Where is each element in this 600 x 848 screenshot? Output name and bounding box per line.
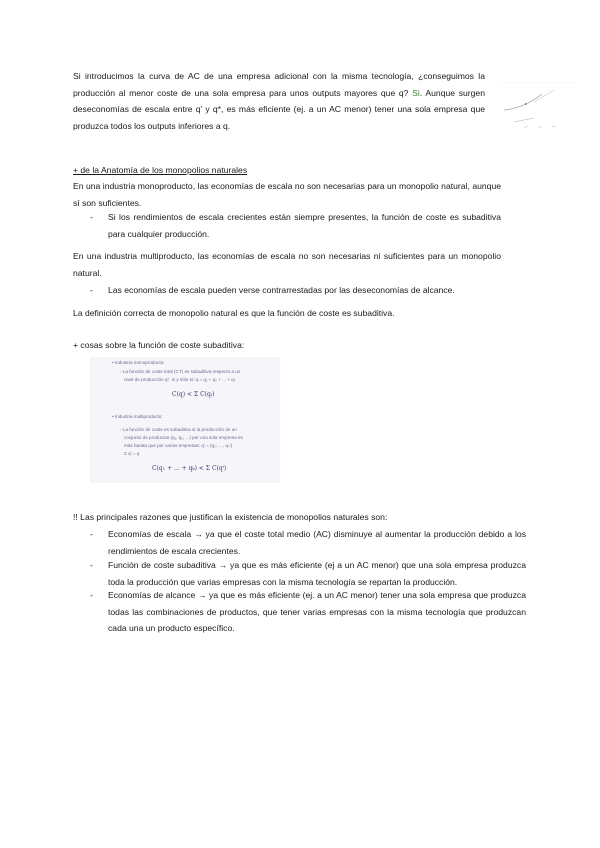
bullet-dash: - [90,285,93,295]
anatomy-bullet-2: Las economías de escala pueden verse contrarrestadas por las deseconomías de alcance. [108,285,455,295]
anatomy-bullet-1: Si los rendimientos de escala crecientes están siempre presentes, la función de coste es subaditiva para cualquier producción. [108,212,501,239]
figure-line: ◦ La función de coste es subaditiva si la producción de un [120,427,237,432]
intro-answer: Si [412,87,420,98]
figure-formula: C(q) < Σ C(qᵢ) [172,391,215,398]
figure-line: • Industria multiproducto: [112,414,163,419]
figure-line: • Industria monoproducto: [112,360,165,365]
intro-rest: . Aunque surgen deseconomías de escala entre q' y q*, es más eficiente (ej. a un AC menor) tener una sola empresa que produzca todos los outputs inferiores a q. [73,87,485,131]
subaditiva-figure [90,357,280,483]
bullet-dash: - [90,212,93,222]
razones-item-2: Función de coste subaditiva → ya que es más eficiente (ej a un AC menor) que una sola empresa produzca toda la producción que varias empresas con la misma tecnología se repartan la producción. [108,560,526,587]
intro-paragraph [73,68,485,134]
figure-line: nivel de producción q*, si y sólo si: q = q₁ + q₂ + ... + qₙ [124,377,236,382]
figure-line: conjunto de productos (q₁, q₂, ...) por una sola empresa es [124,435,243,440]
anatomy-paragraph-3: La definición correcta de monopolio natural es que la función de coste es subaditiva. [73,308,395,318]
subaditiva-heading: + cosas sobre la función de coste subaditiva: [73,340,245,350]
bullet-dash: - [90,590,93,600]
figure-line: más barata que por varias empresas: qⁱ = (q₁ⁱ, ..., qₙⁱ) [124,443,233,448]
razones-heading: !! Las principales razones que justifican la existencia de monopolios naturales son: [73,512,388,522]
figure-formula: C(q₁ + ... + qₖ) < Σ C(qⁱ) [152,465,227,472]
anatomy-paragraph-2: En una industria multiproducto, las economías de escala no son necesarias ni suficientes para un monopolio natural. [73,251,501,278]
razones-item-1: Economías de escala → ya que el coste total medio (AC) disminuye al aumentar la producción debido a los rendimientos de escala crecientes. [108,529,526,556]
figure-line: Σ qⁱ = q [124,451,140,456]
bullet-dash: - [90,529,93,539]
anatomy-paragraph-1: En una industria monoproducto, las economías de escala no son necesarias para un monopolio natural, aunque sí son suficientes. [73,181,501,208]
ac-curve-sketch [494,82,580,138]
bullet-dash: - [90,560,93,570]
figure-line: ◦ La función de coste total (CT) es subaditiva respecto a un [120,369,241,374]
intro-text: Si introducimos la curva de AC de una empresa adicional con la misma tecnología, ¿conseguimos la producción al menor coste de una sola empresa para unos outputs mayores que q? [73,71,485,98]
razones-item-3: Economías de alcance → ya que es más eficiente (ej. a un AC menor) tener una sola empresa que produzca todas las combinaciones de productos, que tener varias empresas con la misma tecnología que produzcan cada una un producto específico. [108,590,526,633]
anatomy-heading: + de la Anatomía de los monopolios naturales [73,165,248,175]
